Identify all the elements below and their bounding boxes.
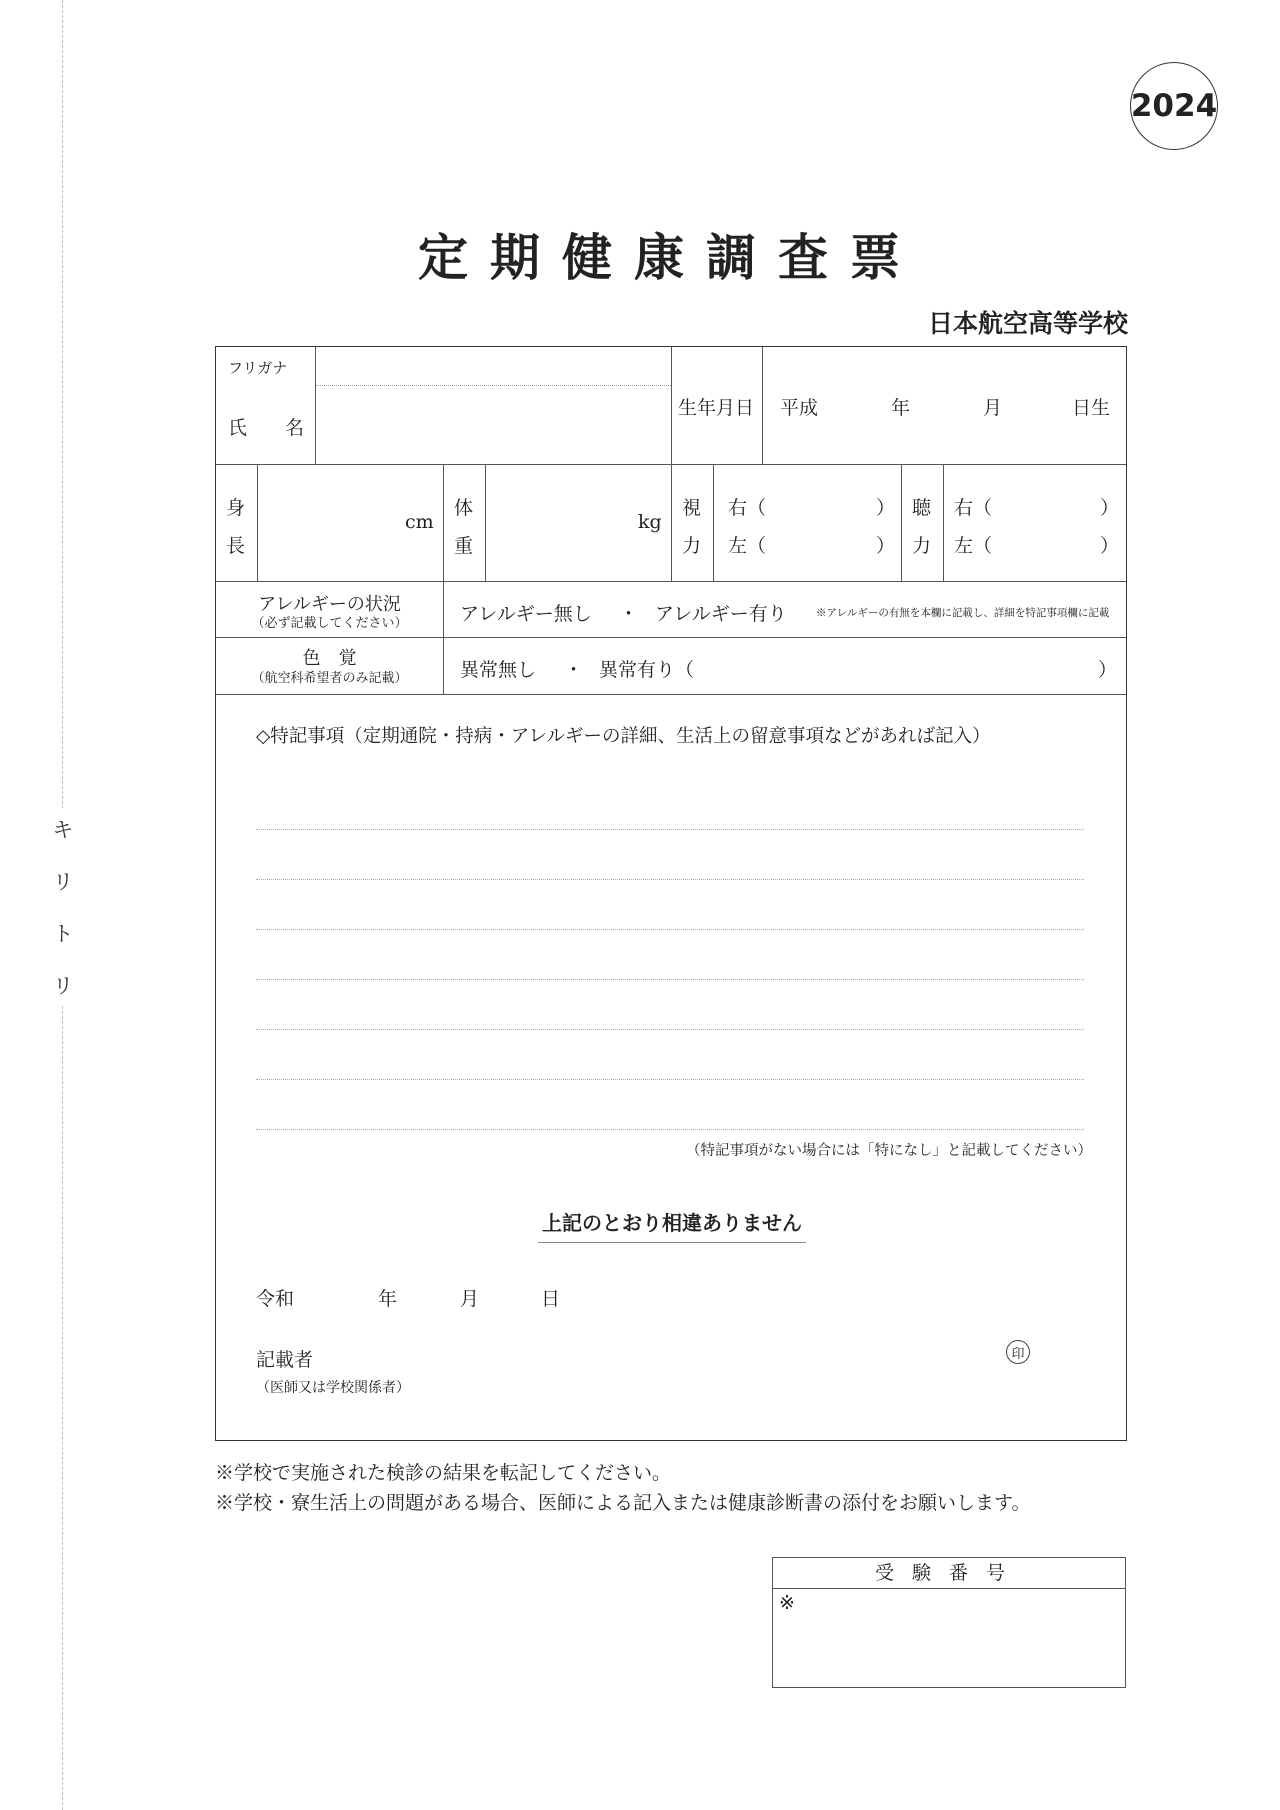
vision-right-close: ） [876,497,896,519]
vision-left-close: ） [876,535,896,557]
vision-label-1: 視 [682,497,702,519]
page-title: 定期健康調査票 [418,228,922,287]
furigana-label: フリガナ [228,359,288,377]
remarks-line [256,1129,1084,1130]
birth-day-label: 日生 [1072,397,1111,419]
hearing-left-close: ） [1100,535,1120,557]
weight-label-2: 重 [454,535,474,557]
remarks-line [256,1029,1084,1030]
cut-char: キ [52,818,74,842]
color-abnormal-close: ） [1098,659,1118,681]
weight-label-1: 体 [454,497,474,519]
remarks-line [256,1079,1084,1080]
cut-char: ト [52,922,74,946]
footnote: ※学校で実施された検診の結果を転記してください。 [215,1462,672,1484]
remarks-title: ◇特記事項（定期通院・持病・アレルギーの詳細、生活上の留意事項などがあれば記入） [256,726,991,747]
hearing-label-2: 力 [912,535,932,557]
allergy-separator: ・ [619,603,639,625]
hearing-right: 右（ [954,497,993,519]
color-normal-option[interactable]: 異常無し [460,659,537,681]
name-field[interactable] [316,386,671,464]
furigana-field[interactable] [316,347,671,385]
remarks-line [256,979,1084,980]
exam-number-box[interactable] [772,1557,1126,1688]
color-vision-label: 色 覚 [302,648,357,669]
color-separator: ・ [564,659,584,681]
height-label-2: 長 [226,535,246,557]
confirmation-text: 上記のとおり相違ありません [538,1207,806,1243]
date-day-label: 日 [541,1288,561,1310]
vision-label-2: 力 [682,535,702,557]
remarks-note: （特記事項がない場合には「特になし」と記載してください） [686,1143,1092,1159]
name-label: 氏 名 [228,417,305,439]
color-abnormal-option[interactable]: 異常有り（ [599,659,695,681]
remarks-line [256,829,1084,830]
allergy-yes-option[interactable]: アレルギー有り [655,603,787,625]
cut-char: リ [52,870,74,894]
birth-era: 平成 [780,397,819,419]
exam-number-label: 受験番号 [773,1558,1125,1589]
footnote: ※学校・寮生活上の問題がある場合、医師による記入または健康診断書の添付をお願いします。 [215,1492,1031,1514]
height-label-1: 身 [226,497,246,519]
date-year-label: 年 [378,1288,398,1310]
birth-year-label: 年 [891,397,911,419]
date-era: 令和 [256,1288,295,1310]
cut-char: リ [52,974,74,998]
hearing-right-close: ） [1100,497,1120,519]
color-vision-sub: （航空科希望者のみ記載） [251,671,408,686]
allergy-none-option[interactable]: アレルギー無し [460,603,592,625]
hearing-left: 左（ [954,535,993,557]
vision-right: 右（ [728,497,767,519]
weight-unit: kg [638,511,662,533]
date-month-label: 月 [460,1288,480,1310]
writer-label: 記載者 [256,1349,314,1371]
allergy-label: アレルギーの状況 [258,594,401,615]
allergy-sub: （必ず記載してください） [251,616,408,631]
birth-label: 生年月日 [678,397,755,419]
vision-left: 左（ [728,535,767,557]
hearing-label-1: 聴 [912,497,932,519]
writer-name-field[interactable] [356,1337,996,1371]
height-unit: cm [405,511,434,533]
seal-icon: 印 [1006,1340,1030,1364]
exam-number-mark: ※ [779,1592,795,1614]
cut-here-label [48,808,78,1006]
school-name: 日本航空高等学校 [927,309,1128,338]
writer-sub: （医師又は学校関係者） [256,1380,410,1396]
allergy-note: ※アレルギーの有無を本欄に記載し、詳細を特記事項欄に記載 [816,607,1110,619]
health-survey-form [215,346,1127,1441]
remarks-line [256,879,1084,880]
birth-month-label: 月 [983,397,1003,419]
remarks-line [256,929,1084,930]
year-badge: 2024 [1130,62,1218,150]
